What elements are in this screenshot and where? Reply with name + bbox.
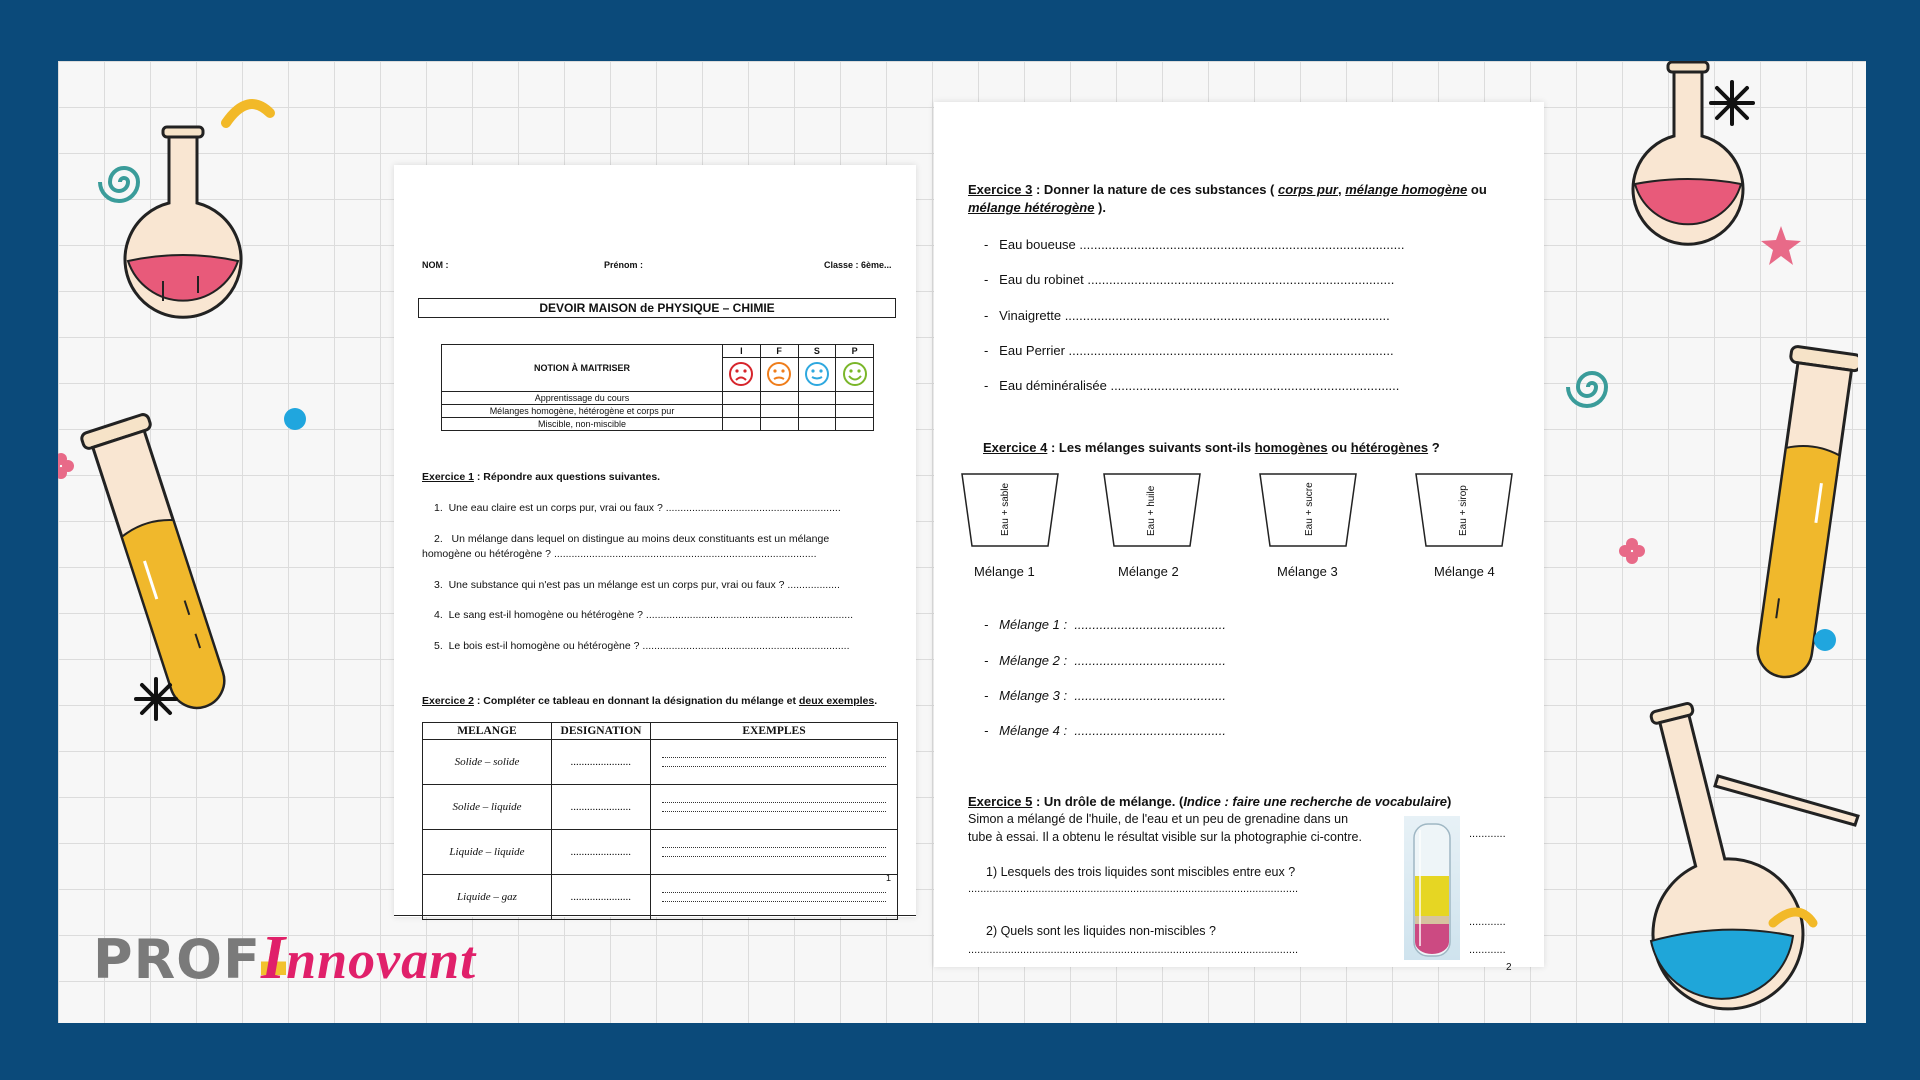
brand-rest: nnovant [286, 930, 477, 990]
ex5-text-line-1: Simon a mélangé de l'huile, de l'eau et un peu de grenadine dans un [968, 812, 1349, 826]
examples-blank[interactable] [651, 830, 898, 875]
nom-field-label: NOM : [422, 260, 449, 270]
ex4-answer-4[interactable]: - Mélange 4 : .......................................... [984, 723, 1227, 738]
ex1-question-2-cont: homogène ou hétérogène ? .......................................................................................... [422, 548, 817, 560]
designation-blank[interactable]: ...................... [552, 830, 651, 875]
mixture-2-caption: Mélange 2 [1118, 564, 1179, 579]
designation-blank[interactable]: ...................... [552, 785, 651, 830]
big-smile-face-icon [842, 361, 868, 387]
exercise-5-heading: Exercice 5 : Un drôle de mélange. (Indice : faire une recherche de vocabulaire) [968, 794, 1452, 809]
classe-field-label: Classe : 6ème... [824, 260, 892, 270]
examples-blank[interactable] [651, 875, 898, 920]
exercise-4-label: Exercice 4 [983, 440, 1048, 455]
level-label-s: S [798, 345, 836, 358]
exercise-2-instruction: : Compléter ce tableau en donnant la désignation du mélange et [473, 695, 799, 707]
brand-initial: I [260, 924, 287, 992]
brand-prefix: PROF [93, 928, 261, 991]
ex4-answer-3[interactable]: - Mélange 3 : .......................................... [984, 688, 1227, 703]
smile-face-icon [804, 361, 830, 387]
swirl-teal-right-icon [1566, 361, 1618, 413]
ex5-text-line-2: tube à essai. Il a obtenu le résultat visible sur la photographie ci-contre. [968, 830, 1362, 844]
test-tube-yellow-right-illustration [1748, 341, 1858, 701]
beaker-1 [960, 472, 1060, 548]
ex5-answer-line-1[interactable]: ............................................................................................................ [968, 883, 1299, 895]
exercise-1-instruction: : Répondre aux questions suivantes. [473, 471, 661, 483]
ex3-item: - Eau Perrier .......................................................................................... [984, 343, 1394, 358]
ex3-item: - Eau déminéralisée ................................................................................ [984, 378, 1400, 393]
notion-row-label: Miscible, non-miscible [442, 418, 723, 431]
notion-row-label: Apprentissage du cours [442, 392, 723, 405]
exercise-1-heading [422, 471, 660, 483]
side-answer-line-2[interactable]: ............ [1469, 916, 1506, 928]
exemples-header: EXEMPLES [651, 723, 898, 740]
melange-header: MELANGE [423, 723, 552, 740]
examples-blank[interactable] [651, 785, 898, 830]
exercise-5-label: Exercice 5 [968, 794, 1033, 809]
test-tube-photo [1404, 816, 1460, 960]
beaker-3-content: Eau + sucre [1304, 482, 1315, 536]
side-answer-line-3[interactable]: ............ [1469, 944, 1506, 956]
melange-row-label: Liquide – liquide [423, 830, 552, 875]
notion-table [441, 344, 874, 431]
distillation-flask-blue-illustration [1623, 691, 1866, 1023]
level-label-i: I [723, 345, 761, 358]
beaker-4-content: Eau + sirop [1458, 485, 1469, 536]
melange-table [422, 722, 898, 920]
designation-header: DESIGNATION [552, 723, 651, 740]
notion-row-label: Mélanges homogène, hétérogène et corps pur [442, 405, 723, 418]
ex5-question-1: 1) Lesquels des trois liquides sont miscibles entre eux ? [986, 865, 1296, 879]
mixture-3-caption: Mélange 3 [1277, 564, 1338, 579]
star-pink-icon [1758, 223, 1804, 269]
exercise-2-heading: Exercice 2 : Compléter ce tableau en donnant la désignation du mélange et deux exemples. [422, 695, 878, 707]
designation-blank[interactable]: ...................... [552, 875, 651, 920]
cross-pink-icon [58, 451, 76, 481]
examples-blank[interactable] [651, 740, 898, 785]
level-label-p: P [836, 345, 874, 358]
ex3-item: - Eau boueuse .......................................................................................... [984, 237, 1405, 252]
ex5-answer-line-2[interactable]: ............................................................................................................ [968, 944, 1299, 956]
level-label-f: F [760, 345, 798, 358]
notion-header: NOTION À MAITRISER [442, 345, 723, 392]
worksheet-title: DEVOIR MAISON de PHYSIQUE – CHIMIE [418, 298, 896, 318]
beaker-1-content: Eau + sable [1000, 482, 1011, 536]
ex1-question-1: 1. Une eau claire est un corps pur, vrai ou faux ? ............................................................ [434, 502, 841, 514]
beaker-2-content: Eau + huile [1146, 485, 1157, 536]
exercise-2-instruction-underline: deux exemples [798, 695, 875, 707]
designation-blank[interactable]: ...................... [552, 740, 651, 785]
cross-pink-right-icon [1618, 537, 1646, 565]
ex3-item: - Vinaigrette .......................................................................................... [984, 308, 1390, 323]
exercise-3-heading: Exercice 3 : Donner la nature de ces substances ( corps pur, mélange homogène ou mélange hétérogène ). [968, 182, 1487, 215]
side-answer-line-1[interactable]: ............ [1469, 828, 1506, 840]
very-sad-face-icon [728, 361, 754, 387]
exercise-2-label: Exercice 2 [422, 695, 474, 707]
exercise-3-label: Exercice 3 [968, 182, 1033, 197]
mixture-1-caption: Mélange 1 [974, 564, 1035, 579]
worksheet-page-2 [934, 102, 1544, 973]
sad-face-icon [766, 361, 792, 387]
brand-logo [93, 923, 476, 994]
mixture-4-caption: Mélange 4 [1434, 564, 1495, 579]
ex4-answer-2[interactable]: - Mélange 2 : .......................................... [984, 653, 1227, 668]
dot-blue-icon [284, 408, 306, 430]
ex1-question-2: 2. Un mélange dans lequel on distingue au moins deux constituants est un mélange [434, 533, 830, 545]
melange-row-label: Liquide – gaz [423, 875, 552, 920]
page-1-bottom-rule [394, 915, 916, 916]
beaker-2 [1102, 472, 1202, 548]
prenom-field-label: Prénom : [604, 260, 644, 270]
round-flask-pink-illustration [113, 121, 253, 331]
ex4-answer-1[interactable]: - Mélange 1 : .......................................... [984, 617, 1227, 632]
ex1-question-3: 3. Une substance qui n'est pas un mélange est un corps pur, vrai ou faux ? .................. [434, 579, 840, 591]
background-board [58, 61, 1866, 1023]
ex5-question-2: 2) Quels sont les liquides non-miscibles ? [986, 924, 1216, 938]
asterisk-black-icon [133, 676, 179, 722]
exercise-4-heading: Exercice 4 : Les mélanges suivants sont-ils homogènes ou hétérogènes ? [983, 440, 1440, 455]
ex3-item: - Eau du robinet ..................................................................................... [984, 272, 1395, 287]
swirl-teal-icon [98, 156, 150, 208]
melange-row-label: Solide – liquide [423, 785, 552, 830]
page-number-1: 1 [886, 873, 892, 883]
beaker-4 [1414, 472, 1514, 548]
melange-row-label: Solide – solide [423, 740, 552, 785]
beaker-3 [1258, 472, 1358, 548]
ex1-question-4: 4. Le sang est-il homogène ou hétérogène ? ....................................................................... [434, 609, 854, 621]
ex1-question-5: 5. Le bois est-il homogène ou hétérogène ? ....................................................................... [434, 640, 850, 652]
worksheet-page-1 [394, 165, 916, 917]
exercise-1-label: Exercice 1 [422, 471, 474, 483]
asterisk-black-right-icon [1708, 79, 1756, 127]
dot-blue-right-icon [1814, 629, 1836, 651]
page-number-2: 2 [1506, 962, 1512, 973]
arc-yellow-icon [218, 91, 278, 131]
